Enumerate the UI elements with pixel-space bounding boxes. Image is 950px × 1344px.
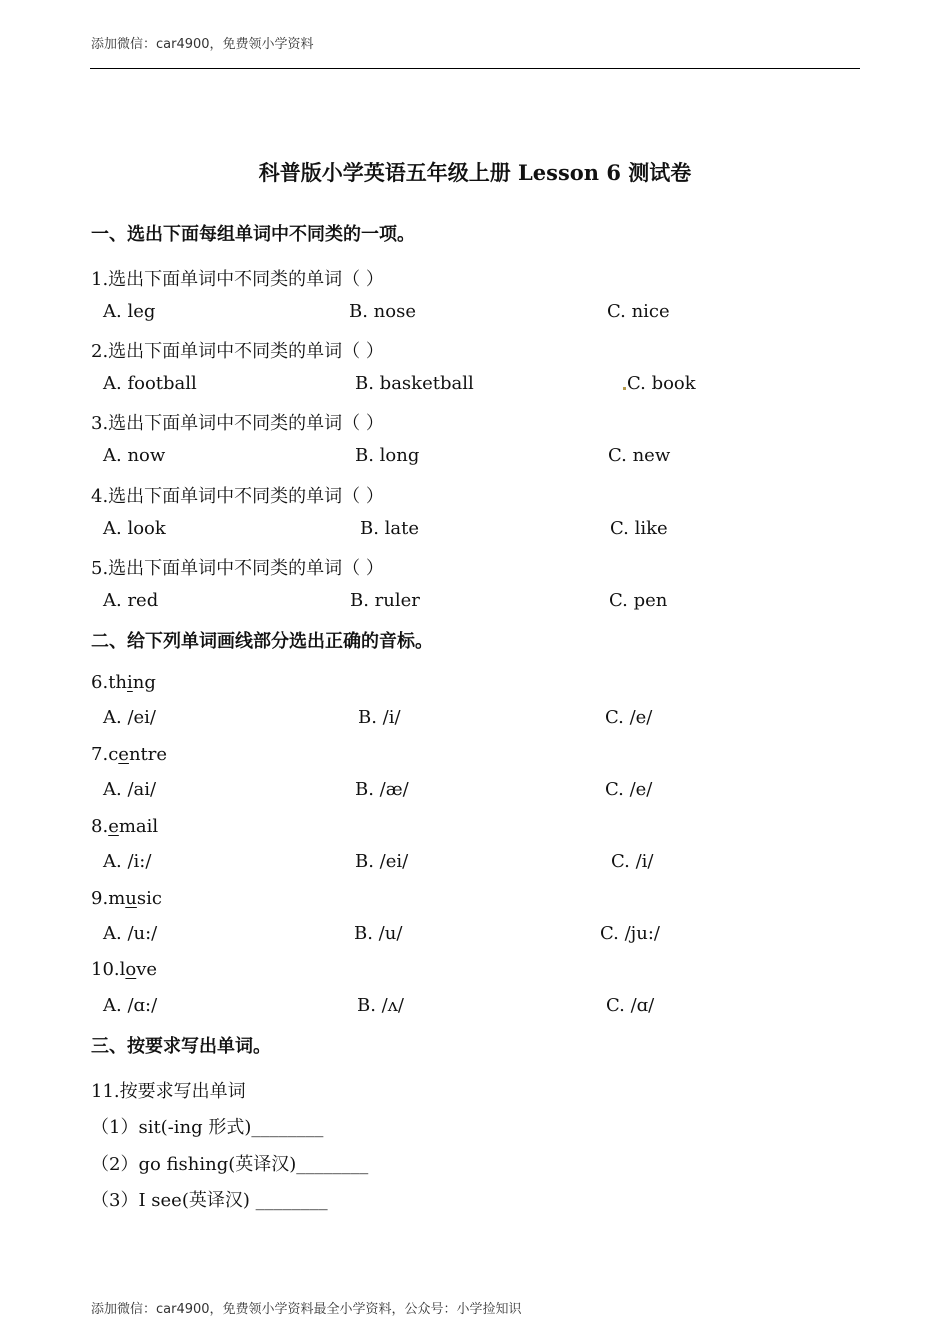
question-stem-2: 2.选出下面单词中不同类的单词（ ） [91,341,384,362]
page-title: 科普版小学英语五年级上册 Lesson 6 测试卷 [258,160,692,185]
q9-option-a: A. /u:/ [103,923,158,944]
q4-option-c: C. like [610,518,668,539]
question-stem-1: 1.选出下面单词中不同类的单词（ ） [91,269,384,290]
q10-option-b: B. /ʌ/ [357,995,404,1016]
q9-option-c: C. /ju:/ [600,923,660,944]
q4-option-a: A. look [103,518,166,539]
q7-option-a: A. /ai/ [103,779,157,800]
q11-item-1: （1）sit(-ing 形式)________ [91,1117,324,1138]
question-word-6: 6.thing [91,672,156,693]
q5-option-a: A. red [103,590,159,611]
question-word-8: 8.email [91,816,159,837]
footer-watermark: 添加微信：car4900，免费领小学资料最全小学资料，公众号：小学捡知识 [91,1302,522,1317]
question-stem-4: 4.选出下面单词中不同类的单词（ ） [91,486,384,507]
underlined-letter: o [125,959,137,980]
q2-option-a: A. football [103,373,197,394]
q9-option-b: B. /u/ [354,923,403,944]
question-stem-3: 3.选出下面单词中不同类的单词（ ） [91,413,384,434]
q4-option-b: B. late [360,518,420,539]
q3-option-b: B. long [355,445,420,466]
q5-option-c: C. pen [609,590,668,611]
q7-option-b: B. /æ/ [355,779,409,800]
q2-option-b: B. basketball [355,373,474,394]
q6-option-b: B. /i/ [358,707,401,728]
question-word-10: 10.love [91,959,158,980]
header-watermark: 添加微信：car4900，免费领小学资料 [91,37,314,52]
q8-option-b: B. /ei/ [355,851,409,872]
question-stem-11: 11.按要求写出单词 [91,1081,246,1102]
q6-option-c: C. /e/ [605,707,653,728]
question-word-7: 7.centre [91,744,168,765]
q3-option-a: A. now [103,445,166,466]
question-stem-5: 5.选出下面单词中不同类的单词（ ） [91,558,384,579]
underlined-letter: e [118,744,129,765]
q10-option-a: A. /ɑ:/ [103,995,158,1016]
q6-option-a: A. /ei/ [103,707,156,728]
section-heading-3: 三、按要求写出单词。 [91,1036,271,1057]
underlined-letter: u [125,888,137,909]
question-word-9: 9.music [91,888,162,909]
section-heading-2: 二、给下列单词画线部分选出正确的音标。 [91,631,433,652]
q7-option-c: C. /e/ [605,779,653,800]
header-divider [90,68,860,69]
q1-option-c: C. nice [607,301,670,322]
stray-dot-mark [623,387,626,390]
q2-option-c-wrap [623,373,696,394]
q10-option-c: C. /ɑ/ [606,995,655,1016]
q8-option-a: A. /i:/ [103,851,152,872]
underlined-letter: i [127,672,133,693]
q2-option-c: C. book [627,373,696,394]
q11-item-2: （2）go fishing(英译汉)________ [91,1154,369,1175]
q1-option-b: B. nose [349,301,416,322]
q5-option-b: B. ruler [350,590,420,611]
q11-item-3: （3）I see(英译汉) ________ [91,1190,328,1211]
underlined-letter: e [108,816,119,837]
q8-option-c: C. /i/ [611,851,654,872]
section-heading-1: 一、选出下面每组单词中不同类的一项。 [91,224,415,245]
q1-option-a: A. leg [103,301,156,322]
q3-option-c: C. new [608,445,671,466]
